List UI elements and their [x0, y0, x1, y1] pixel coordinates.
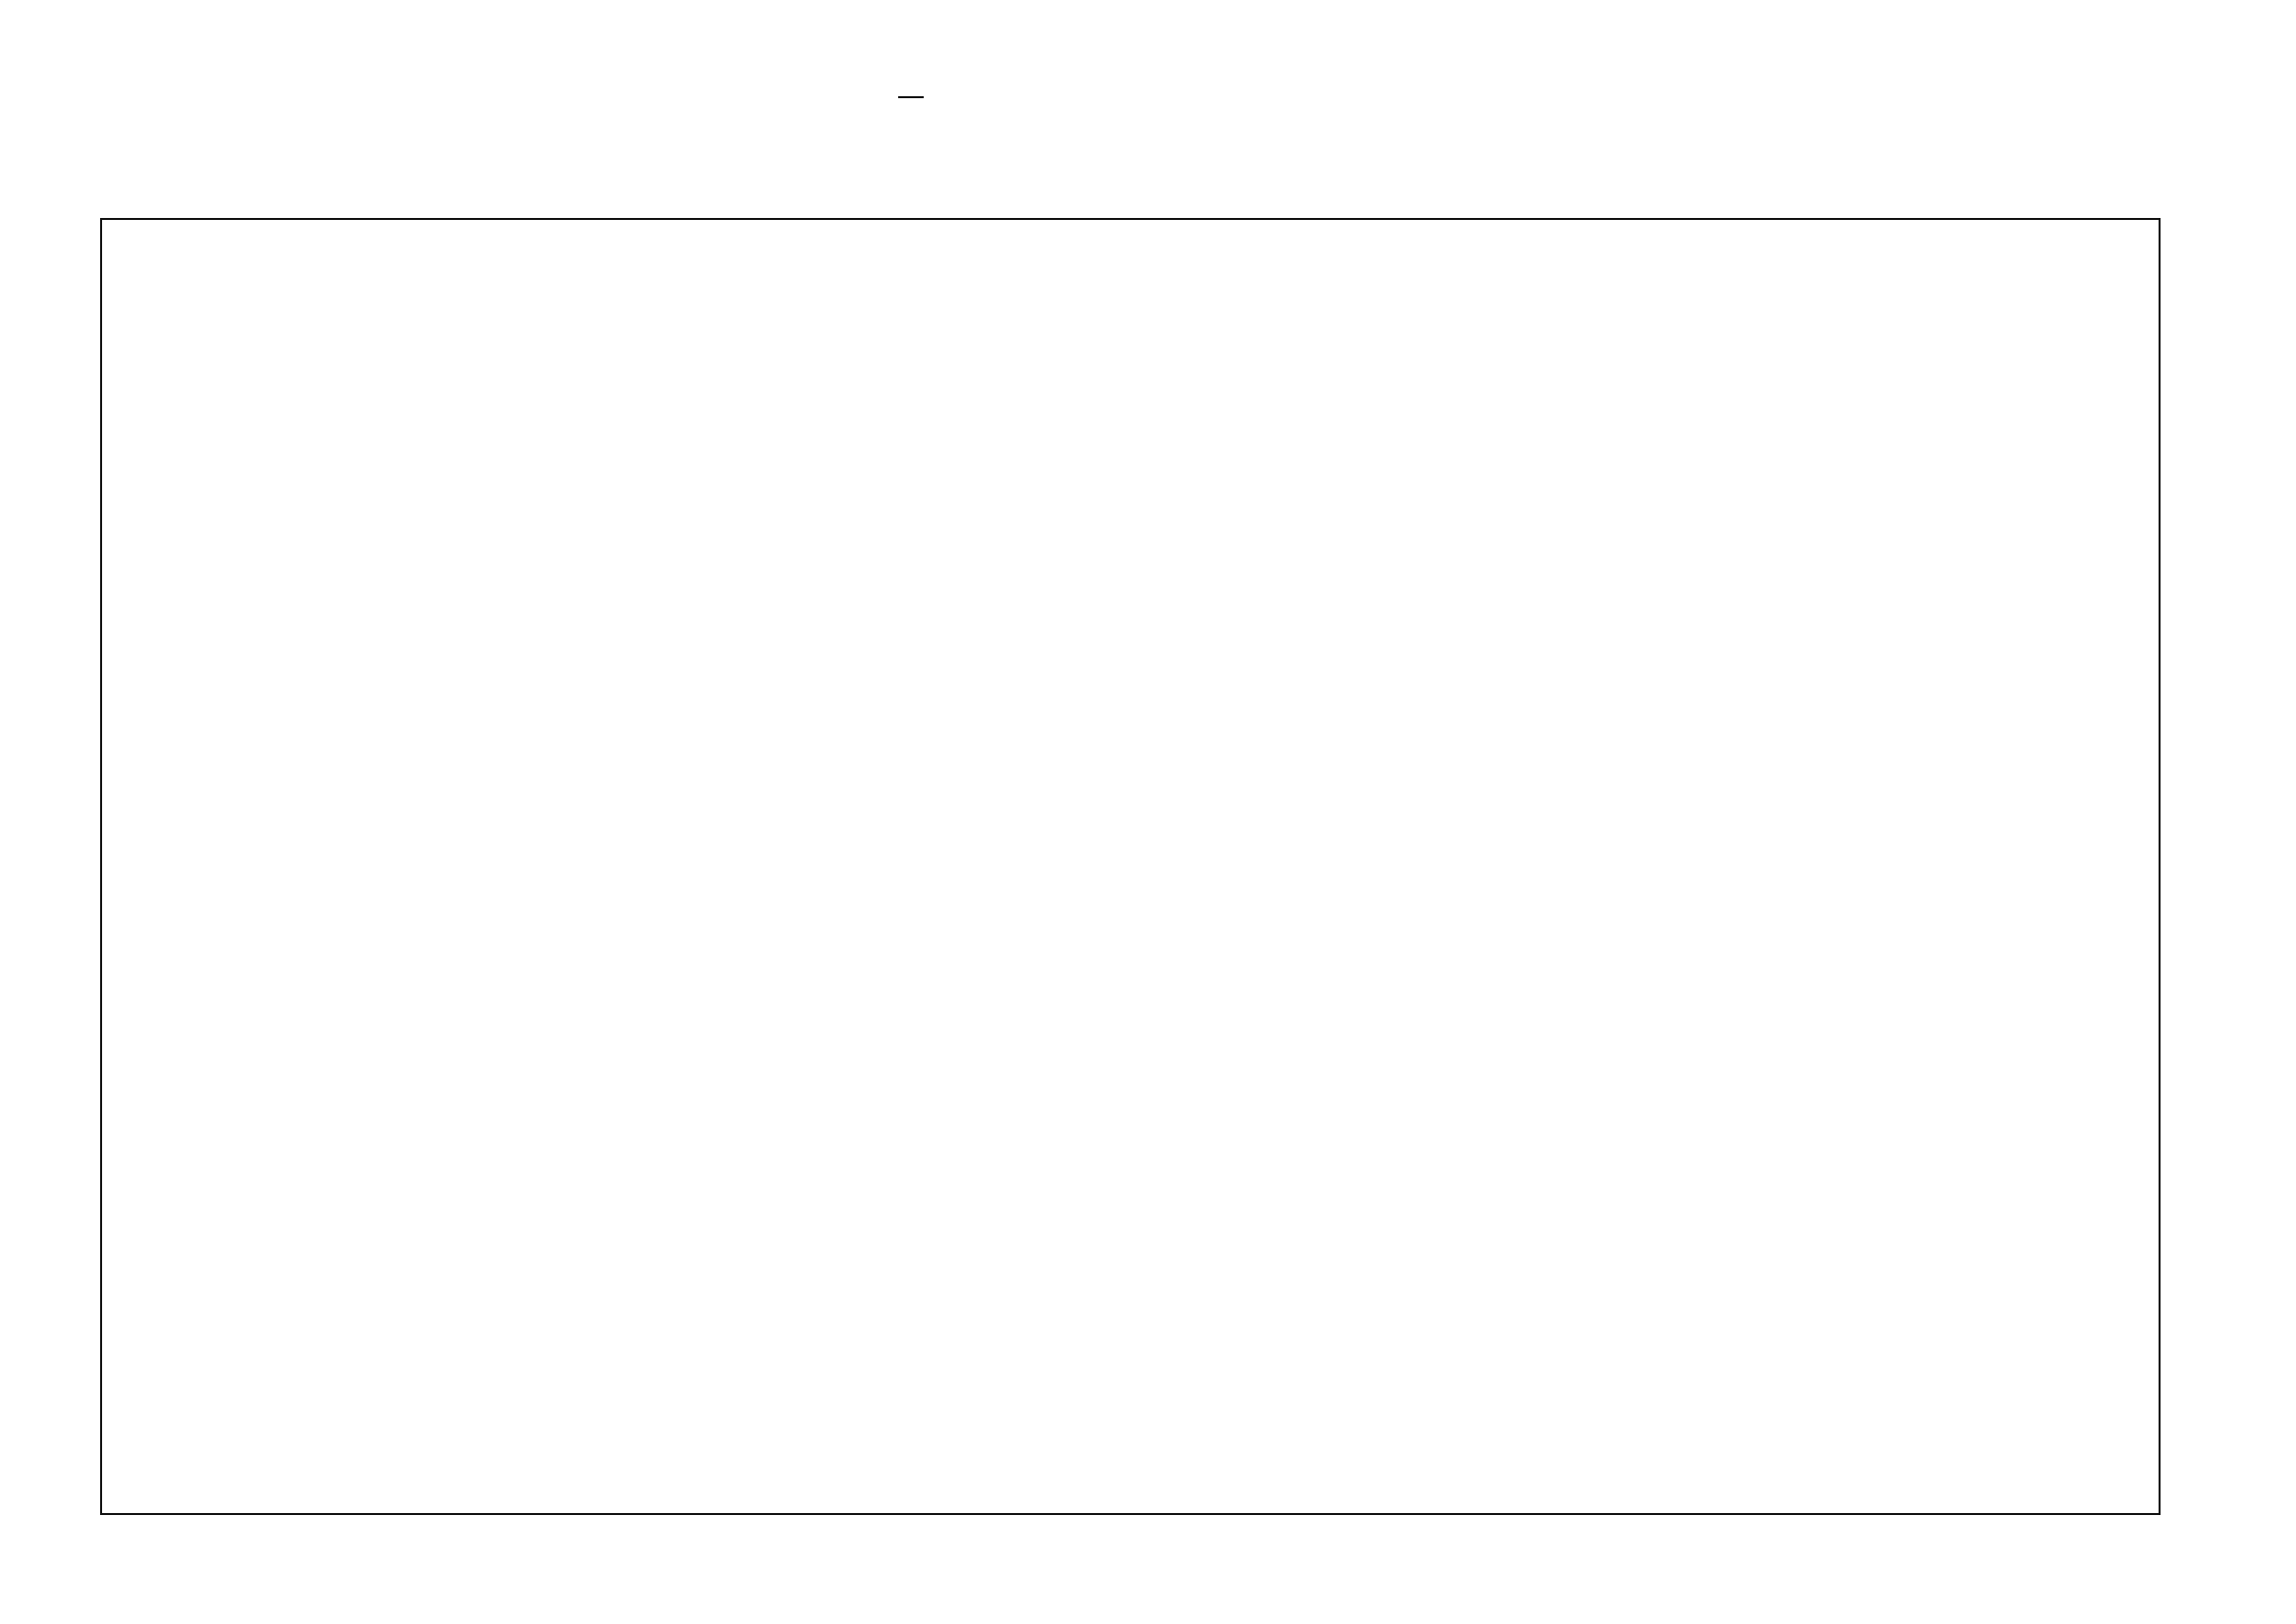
balance-sheet-table — [100, 218, 2161, 1515]
document-title — [898, 94, 924, 98]
